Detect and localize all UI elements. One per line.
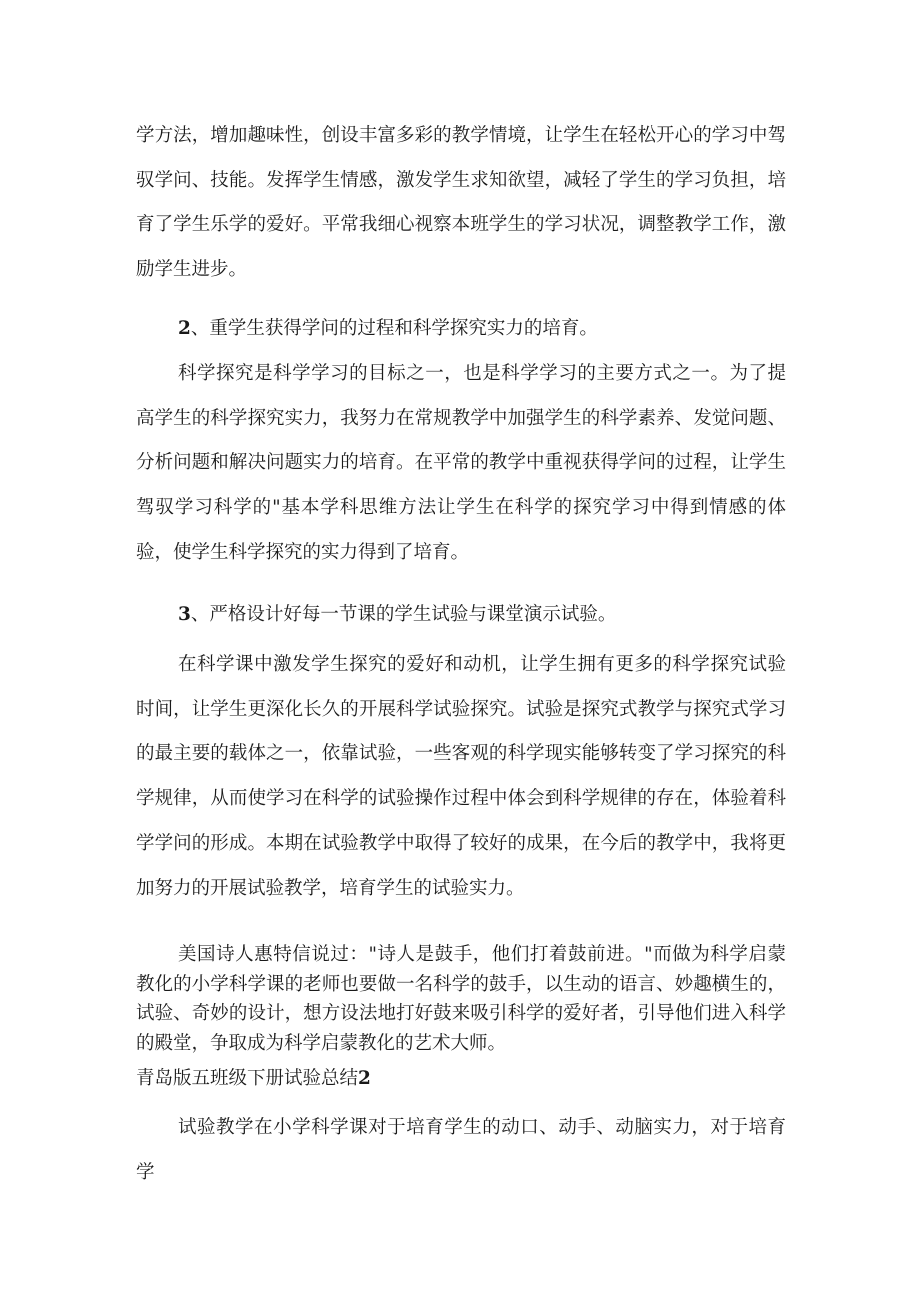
paragraph-summary-start: 试验教学在小学科学课对于培育学生的动口、动手、动脑实力，对于培育学 — [136, 1117, 786, 1183]
paragraph-intro-continuation: 学方法，增加趣味性，创设丰富多彩的教学情境，让学生在轻松开心的学习中驾驭学问、技能。发挥学生情感，激发学生求知欲望，减轻了学生的学习负担，培育了学生乐学的爱好。平常我细心视察本班学生的学习状况，调整教学工作，激励学生进步。 — [136, 125, 786, 281]
section-title-text: 青岛版五班级下册试验总结 — [136, 1068, 359, 1089]
heading-3 — [136, 593, 786, 638]
heading-2 — [136, 307, 786, 352]
paragraph-whitman-quote: 美国诗人惠特信说过："诗人是鼓手，他们打着鼓前进。"而做为科学启蒙教化的小学科学课的老师也要做一名科学的鼓手，以生动的语言、妙趣横生的，试验、奇妙的设计，想方设法地打好鼓来吸引科学的爱好者，引导他们进入科学的殿堂，争取成为科学启蒙教化的艺术大师。 — [136, 944, 786, 1054]
paragraph-experiment-design: 在科学课中激发学生探究的爱好和动机，让学生拥有更多的科学探究试验时间，让学生更深化长久的开展科学试验探究。试验是探究式教学与探究式学习的最主要的载体之一，依靠试验，一些客观的科学现实能够转变了学习探究的科学规律，从而使学习在科学的试验操作过程中体会到科学规律的存在，体验着科学学问的形成。本期在试验教学中取得了较好的成果，在今后的教学中，我将更加努力的开展试验教学，培育学生的试验实力。 — [136, 654, 786, 899]
paragraph-science-inquiry: 科学探究是科学学习的目标之一，也是科学学习的主要方式之一。为了提高学生的科学探究实力，我努力在常规教学中加强学生的科学素养、发觉问题、分析问题和解决问题实力的培育。在平常的教学中重视获得学问的过程，让学生驾驭学习科学的"基本学科思维方法让学生在科学的探究学习中得到情感的体验，使学生科学探究的实力得到了培育。 — [136, 363, 786, 563]
section-title-number: 2 — [358, 1068, 371, 1089]
section-title — [136, 1064, 786, 1093]
heading-3-number: 3 — [178, 604, 191, 625]
heading-3-text: 、严格设计好每一节课的学生试验与课堂演示试验。 — [190, 604, 617, 625]
heading-2-text: 、重学生获得学问的过程和科学探究实力的培育。 — [190, 318, 598, 339]
heading-2-number: 2 — [178, 318, 191, 339]
